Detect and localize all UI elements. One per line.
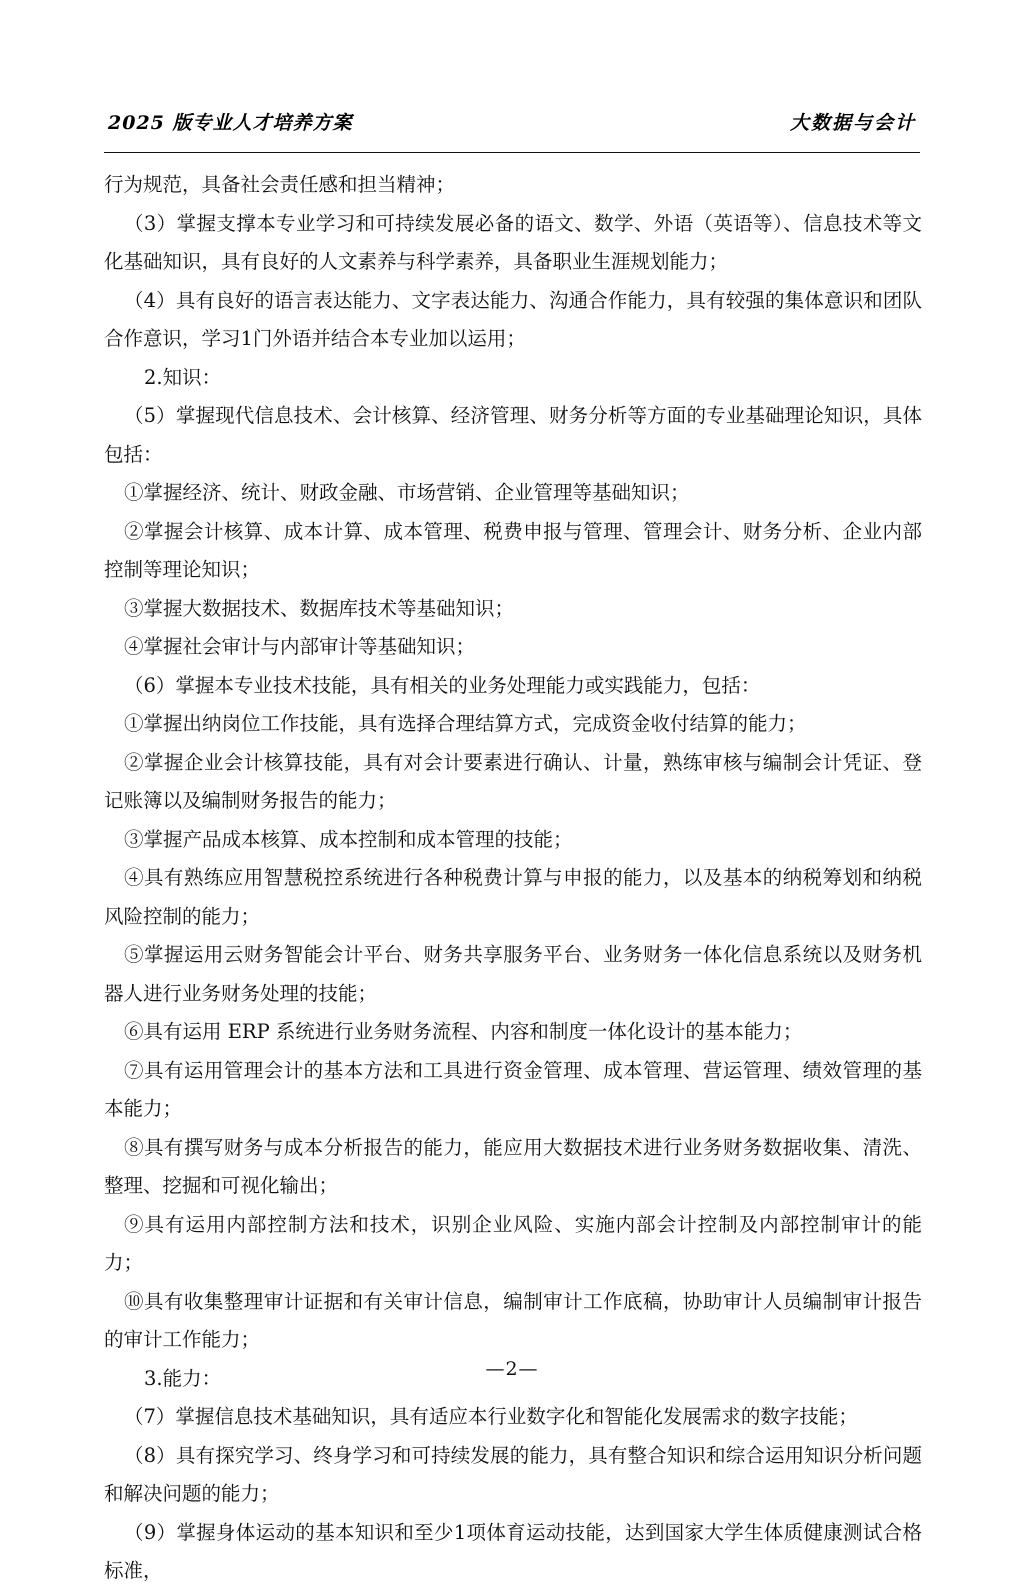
- paragraph-heading: 3.能力：: [144, 1366, 222, 1390]
- paragraph: ⑦具有运用管理会计的基本方法和工具进行资金管理、成本管理、营运管理、绩效管理的基本能力；: [104, 1058, 922, 1120]
- paragraph: ⑤掌握运用云财务智能会计平台、财务共享服务平台、业务财务一体化信息系统以及财务机器人进行业务财务处理的技能；: [104, 943, 922, 1005]
- paragraph: （3）掌握支撑本专业学习和可持续发展必备的语文、数学、外语（英语等）、信息技术等文化基础知识，具有良好的人文素养与科学素养，具备职业生涯规划能力；: [104, 211, 922, 273]
- paragraph: ⑩具有收集整理审计证据和有关审计信息，编制审计工作底稿，协助审计人员编制审计报告的审计工作能力；: [104, 1289, 922, 1351]
- paragraph: ②掌握企业会计核算技能，具有对会计要素进行确认、计量，熟练审核与编制会计凭证、登记账簿以及编制财务报告的能力；: [104, 750, 922, 812]
- paragraph: ⑧具有撰写财务与成本分析报告的能力，能应用大数据技术进行业务财务数据收集、清洗、整理、挖掘和可视化输出；: [104, 1135, 922, 1197]
- paragraph: ③掌握产品成本核算、成本控制和成本管理的技能；: [124, 827, 573, 851]
- paragraph: ⑥具有运用 ERP 系统进行业务财务流程、内容和制度一体化设计的基本能力；: [124, 1020, 803, 1043]
- page-number: —2—: [485, 1358, 539, 1380]
- paragraph: ④掌握社会审计与内部审计等基础知识；: [124, 635, 476, 658]
- page-header: [108, 108, 916, 135]
- paragraph: ②掌握会计核算、成本计算、成本管理、税费申报与管理、管理会计、财务分析、企业内部控制等理论知识；: [104, 519, 922, 581]
- paragraph-heading: 2.知识：: [144, 365, 222, 389]
- paragraph: ⑨具有运用内部控制方法和技术，识别企业风险、实施内部会计控制及内部控制审计的能力；: [104, 1212, 922, 1274]
- paragraph: ④具有熟练应用智慧税控系统进行各种税费计算与申报的能力，以及基本的纳税筹划和纳税风险控制的能力；: [104, 866, 922, 928]
- paragraph: （4）具有良好的语言表达能力、文字表达能力、沟通合作能力，具有较强的集体意识和团队合作意识，学习1门外语并结合本专业加以运用；: [104, 288, 922, 350]
- paragraph: （6）掌握本专业技术技能，具有相关的业务处理能力或实践能力，包括：: [124, 673, 761, 697]
- paragraph: 行为规范，具备社会责任感和担当精神；: [104, 173, 456, 196]
- paragraph: （7）掌握信息技术基础知识，具有适应本行业数字化和智能化发展需求的数字技能；: [124, 1405, 858, 1428]
- header-left-title: 2025 版专业人才培养方案: [108, 112, 353, 134]
- header-right-title: 大数据与会计: [789, 112, 916, 134]
- paragraph: （8）具有探究学习、终身学习和可持续发展的能力，具有整合知识和综合运用知识分析问题和解决问题的能力；: [104, 1443, 922, 1505]
- header-divider: [104, 152, 920, 153]
- paragraph: （9）掌握身体运动的基本知识和至少1项体育运动技能，达到国家大学生体质健康测试合格标准，: [104, 1520, 922, 1582]
- paragraph: （5）掌握现代信息技术、会计核算、经济管理、财务分析等方面的专业基础理论知识，具体包括：: [104, 404, 922, 466]
- paragraph: ③掌握大数据技术、数据库技术等基础知识；: [124, 596, 515, 620]
- paragraph: ①掌握经济、统计、财政金融、市场营销、企业管理等基础知识；: [124, 481, 690, 504]
- paragraph: ①掌握出纳岗位工作技能，具有选择合理结算方式，完成资金收付结算的能力；: [124, 712, 807, 735]
